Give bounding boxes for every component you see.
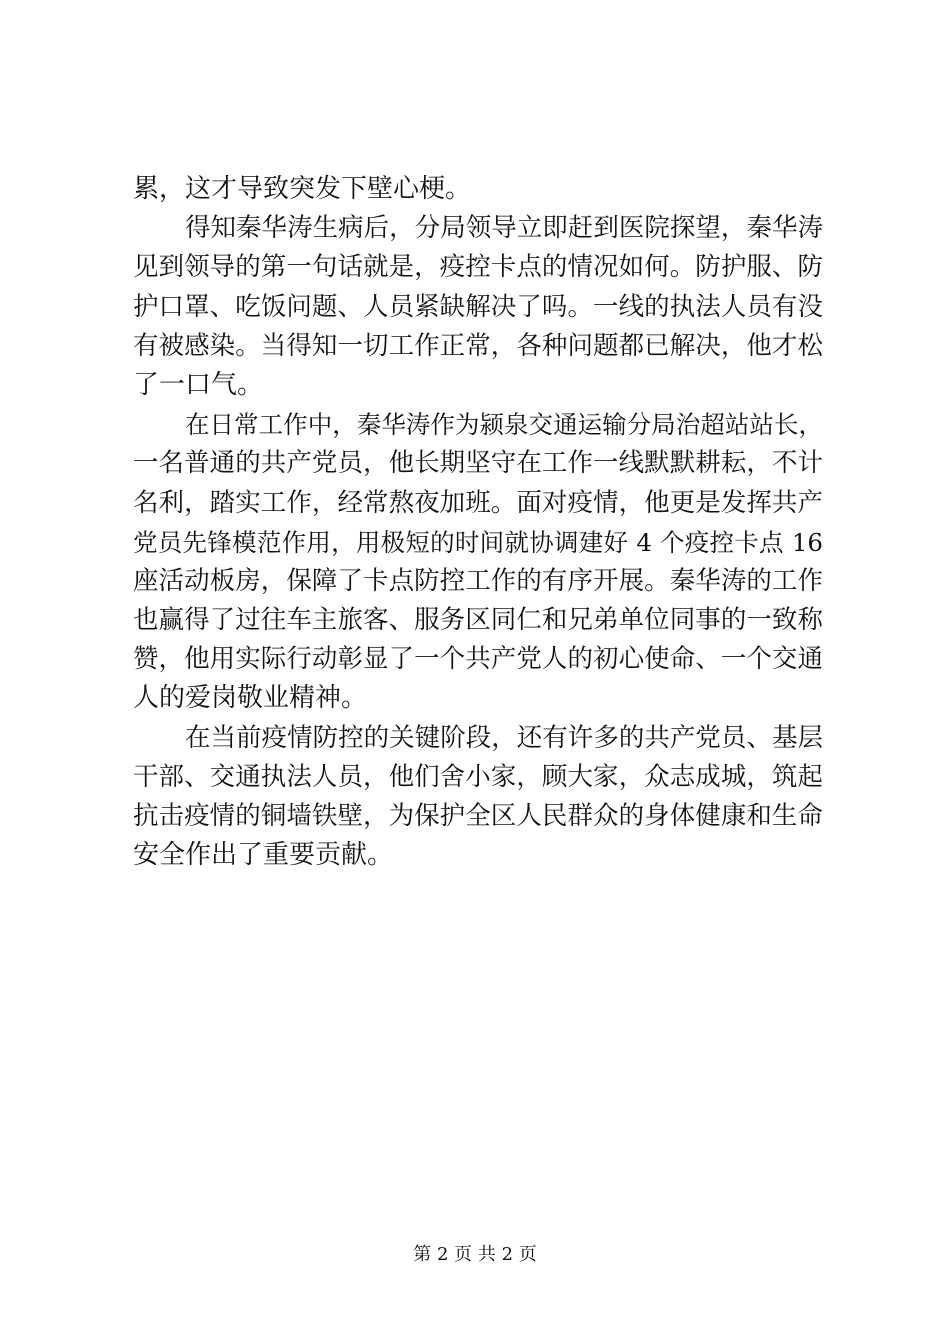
- text-line: 了一口气。: [133, 369, 264, 400]
- text-line: 也赢得了过往车主旅客、服务区同仁和兄弟单位同事的一致称: [133, 605, 823, 636]
- page-footer: 第 2 页 共 2 页: [413, 1244, 537, 1265]
- text-line: 抗击疫情的铜墙铁壁，为保护全区人民群众的身体健康和生命: [133, 801, 823, 831]
- text-line: 一名普通的共产党员，他长期坚守在工作一线默默耕耘，不计: [133, 448, 823, 479]
- text-line: 护口罩、吃饭问题、人员紧缺解决了吗。一线的执法人员有没: [133, 291, 823, 322]
- text-line: 干部、交通执法人员，他们舍小家，顾大家，众志成城，筑起: [133, 761, 823, 792]
- text-line: 见到领导的第一句话就是，疫控卡点的情况如何。防护服、防: [133, 252, 823, 283]
- body-text: [133, 170, 823, 875]
- text-line: 累，这才导致突发下壁心梗。: [133, 174, 472, 204]
- text-line: 有被感染。当得知一切工作正常，各种问题都已解决，他才松: [133, 330, 823, 361]
- text-line: 赞，他用实际行动彰显了一个共产党人的初心使命、一个交通: [133, 644, 823, 675]
- text-line: 座活动板房，保障了卡点防控工作的有序开展。秦华涛的工作: [133, 565, 823, 596]
- text-line: 安全作出了重要贡献。: [133, 840, 394, 871]
- text-line: 名利，踏实工作，经常熬夜加班。面对疫情，他更是发挥共产: [133, 487, 823, 518]
- text-line: 人的爱岗敬业精神。: [133, 683, 368, 714]
- text-line: 在当前疫情防控的关键阶段，还有许多的共产党员、基层: [185, 722, 823, 753]
- text-line: 得知秦华涛生病后，分局领导立即赶到医院探望，秦华涛: [185, 213, 823, 244]
- text-line: 在日常工作中，秦华涛作为颍泉交通运输分局治超站站长，: [185, 410, 823, 440]
- text-line: 党员先锋模范作用，用极短的时间就协调建好 4 个疫控卡点 16: [133, 527, 823, 557]
